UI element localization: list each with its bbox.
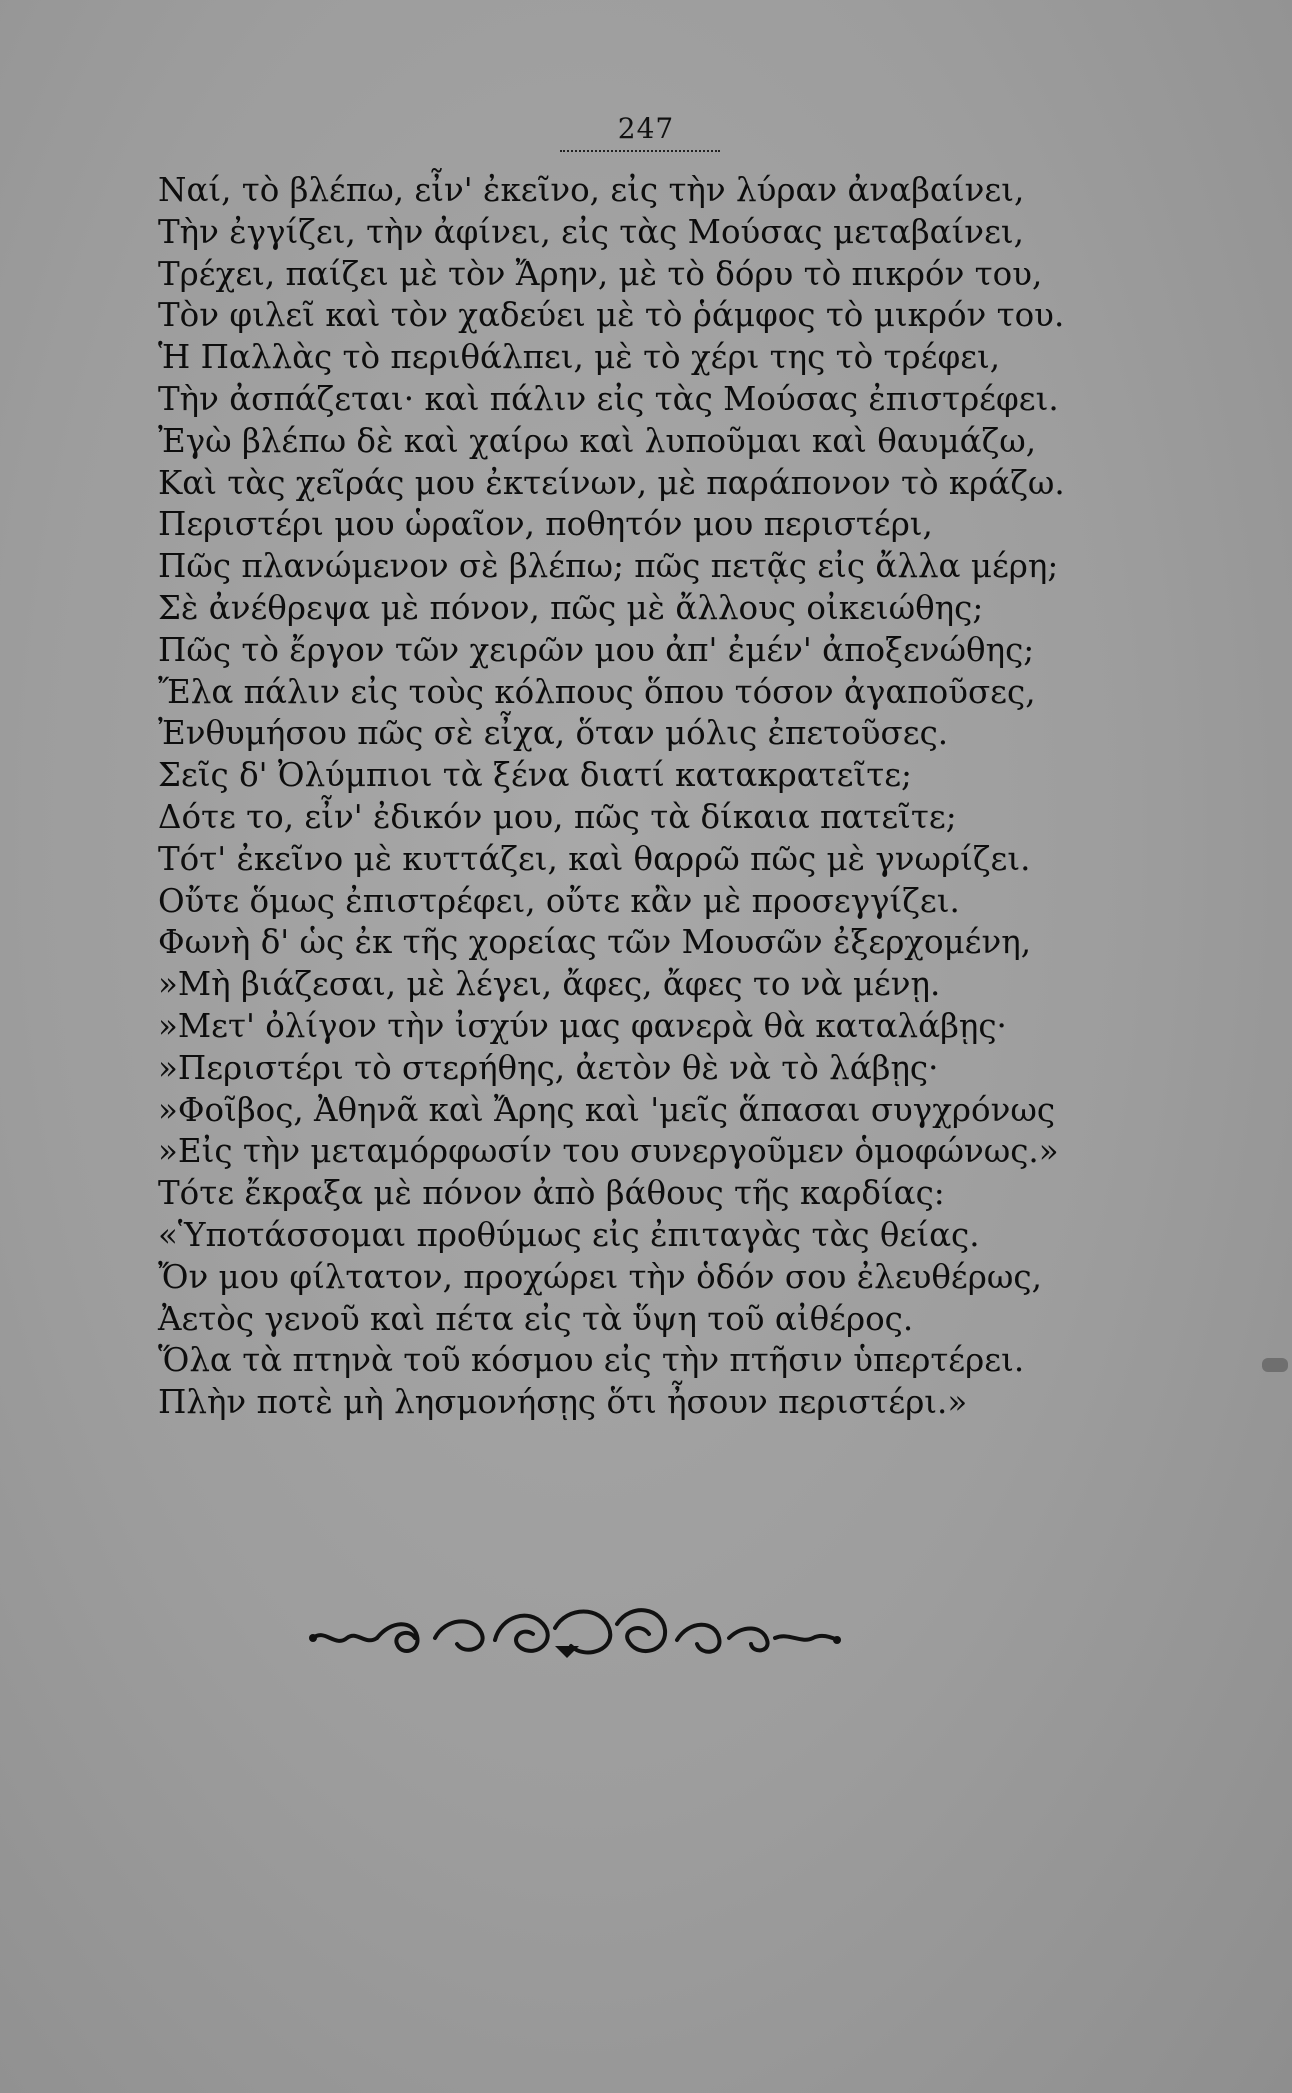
poem-line: Ἐγὼ βλέπω δὲ καὶ χαίρω καὶ λυποῦμαι καὶ θαυμάζω,: [158, 421, 1037, 460]
poem-line: Τρέχει, παίζει μὲ τὸν Ἄρην, μὲ τὸ δόρυ τὸ πικρόν του,: [158, 254, 1043, 293]
poem-line: Περιστέρι μου ὡραῖον, ποθητόν μου περιστέρι,: [158, 505, 933, 544]
poem-line: Ἔλα πάλιν εἰς τοὺς κόλπους ὅπου τόσον ἀγαποῦσες,: [158, 672, 1036, 711]
poem-line: »Εἰς τὴν μεταμόρφωσίν του συνεργοῦμεν ὁμοφώνως.»: [158, 1132, 1059, 1171]
poem-line: Τὴν ἐγγίζει, τὴν ἀφίνει, εἰς τὰς Μούσας μεταβαίνει,: [158, 212, 1024, 251]
poem-line: »Περιστέρι τὸ στερήθης, ἀετὸν θὲ νὰ τὸ λάβῃς·: [158, 1048, 939, 1087]
poem-text: [158, 170, 1158, 1424]
poem-line: Ἐνθυμήσου πῶς σὲ εἶχα, ὅταν μόλις ἐπετοῦσες.: [158, 714, 949, 753]
poem-line: Δότε το, εἶν' ἐδικόν μου, πῶς τὰ δίκαια πατεῖτε;: [158, 797, 957, 836]
page-number: 247: [617, 112, 675, 145]
poem-line: Πῶς πλανώμενον σὲ βλέπω; πῶς πετᾷς εἰς ἄλλα μέρη;: [158, 547, 1059, 586]
poem-line: Ἡ Παλλὰς τὸ περιθάλπει, μὲ τὸ χέρι της τὸ τρέφει,: [158, 338, 1001, 377]
poem-line: Σεῖς δ' Ὀλύμπιοι τὰ ξένα διατί κατακρατεῖτε;: [158, 756, 913, 795]
poem-line: Καὶ τὰς χεῖράς μου ἐκτείνων, μὲ παράπονον τὸ κράζω.: [158, 463, 1065, 502]
poem-line: «Ὑποτάσσομαι προθύμως εἰς ἐπιταγὰς τὰς θείας.: [158, 1215, 980, 1254]
page-number-rule: [560, 150, 720, 152]
decorative-flourish-icon: [305, 1598, 845, 1668]
poem-line: Φωνὴ δ' ὡς ἐκ τῆς χορείας τῶν Μουσῶν ἐξερχομένη,: [158, 923, 1032, 962]
poem-line: Ὄν μου φίλτατον, προχώρει τὴν ὁδόν σου ἐλευθέρως,: [158, 1257, 1042, 1296]
poem-line: Πλὴν ποτὲ μὴ λησμονήσῃς ὅτι ἦσουν περιστέρι.»: [158, 1383, 968, 1422]
poem-line: »Μὴ βιάζεσαι, μὲ λέγει, ἄφες, ἄφες το νὰ μένῃ.: [158, 965, 941, 1004]
poem-line: Τότε ἔκραξα μὲ πόνον ἀπὸ βάθους τῆς καρδίας:: [158, 1174, 945, 1213]
poem-line: »Μετ' ὀλίγον τὴν ἰσχύν μας φανερὰ θὰ καταλάβῃς·: [158, 1006, 1007, 1045]
poem-line: »Φοῖβος, Ἀθηνᾶ καὶ Ἄρης καὶ 'μεῖς ἅπασαι συγχρόνως: [158, 1090, 1056, 1129]
page-edge-mark: [1262, 1358, 1288, 1372]
poem-line: Ναί, τὸ βλέπω, εἶν' ἐκεῖνο, εἰς τὴν λύραν ἀναβαίνει,: [158, 171, 1025, 209]
poem-line: Τότ' ἐκεῖνο μὲ κυττάζει, καὶ θαρρῶ πῶς μὲ γνωρίζει.: [158, 839, 1031, 878]
poem-line: Πῶς τὸ ἔργον τῶν χειρῶν μου ἀπ' ἐμέν' ἀποξενώθης;: [158, 630, 1035, 669]
poem-line: Οὔτε ὅμως ἐπιστρέφει, οὔτε κἂν μὲ προσεγγίζει.: [158, 881, 960, 920]
poem-line: Ὅλα τὰ πτηνὰ τοῦ κόσμου εἰς τὴν πτῆσιν ὑπερτέρει.: [158, 1341, 1025, 1380]
poem-line: Ἀετὸς γενοῦ καὶ πέτα εἰς τὰ ὕψη τοῦ αἰθέρος.: [158, 1299, 914, 1338]
poem-line: Σὲ ἀνέθρεψα μὲ πόνον, πῶς μὲ ἄλλους οἰκειώθης;: [158, 588, 984, 627]
poem-line: Τὴν ἀσπάζεται· καὶ πάλιν εἰς τὰς Μούσας ἐπιστρέφει.: [158, 379, 1059, 418]
poem-line: Τὸν φιλεῖ καὶ τὸν χαδεύει μὲ τὸ ῥάμφος τὸ μικρόν του.: [158, 296, 1065, 335]
